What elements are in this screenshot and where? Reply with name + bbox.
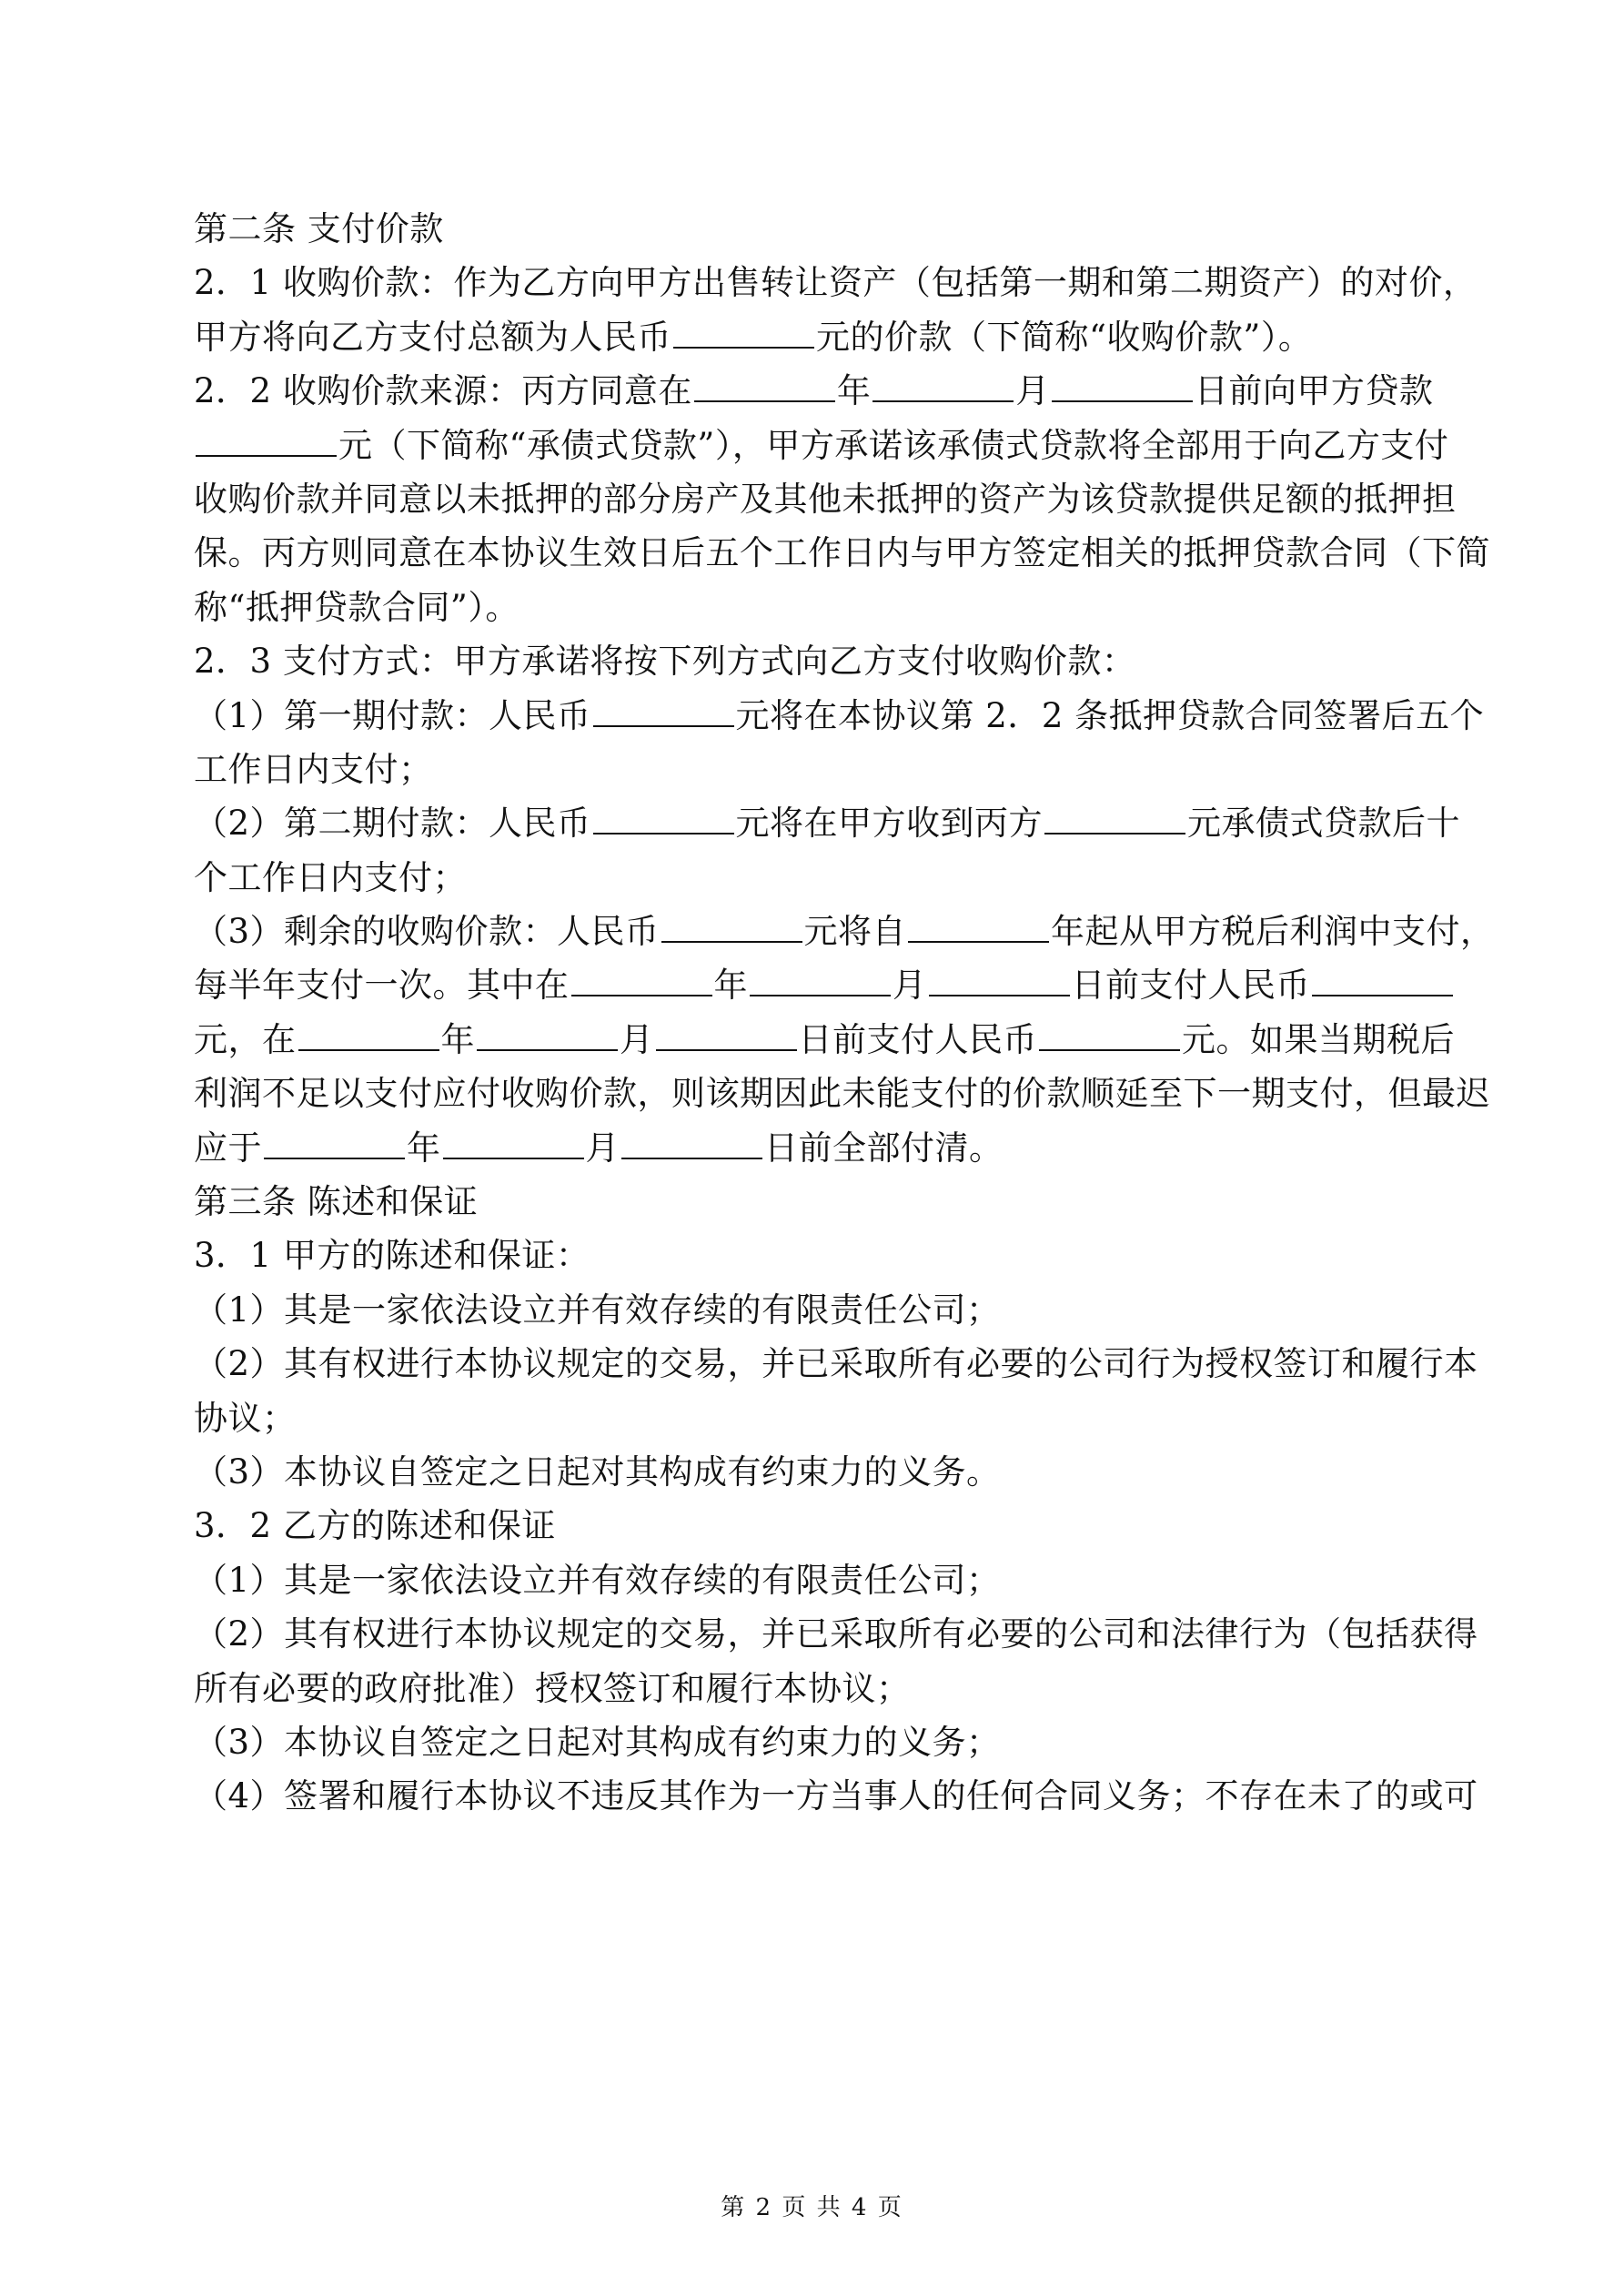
- fill-in-blank: [477, 1048, 618, 1051]
- line-text: 年: [836, 371, 872, 411]
- line-text: （3）剩余的收购价款：人民币: [194, 912, 660, 952]
- text-line-clause-3-2: [194, 1499, 1442, 1553]
- line-text: 应于: [194, 1128, 262, 1168]
- line-text: （3）本协议自签定之日起对其构成有约束力的义务；: [194, 1722, 1001, 1762]
- fill-in-blank: [593, 724, 734, 727]
- fill-in-blank: [1312, 994, 1453, 996]
- line-text: （4）签署和履行本协议不违反其作为一方当事人的任何合同义务；不存在未了的或可: [194, 1776, 1478, 1816]
- fill-in-blank: [694, 400, 835, 402]
- line-text: 协议；: [194, 1398, 297, 1438]
- text-line-clause-2-2-e: [194, 581, 1442, 634]
- line-text: 3．1 甲方的陈述和保证：: [194, 1236, 590, 1276]
- text-line-payment-3-d: [194, 1067, 1490, 1120]
- text-line-clause-2-2-a: [194, 364, 1442, 418]
- text-line-payment-2-a: [194, 796, 1461, 850]
- fill-in-blank: [1039, 1048, 1180, 1051]
- text-line-payment-3-a: [194, 905, 1495, 958]
- text-line-payment-2-b: [194, 851, 1442, 905]
- line-text: 元。如果当期税后: [1182, 1019, 1455, 1059]
- line-text: （1）其是一家依法设立并有效存续的有限责任公司；: [194, 1290, 1001, 1330]
- text-line-rep-b-1: [194, 1553, 1442, 1607]
- fill-in-blank: [621, 1157, 762, 1159]
- text-line-clause-3-1: [194, 1229, 1442, 1282]
- line-text: 日前全部付清。: [764, 1128, 1004, 1168]
- line-text: 年: [440, 1019, 475, 1059]
- line-text: 月: [1015, 371, 1050, 411]
- document-page: [194, 202, 1495, 1824]
- text-line-clause-2-3: [194, 634, 1442, 688]
- line-text: 保。丙方则同意在本协议生效日后五个工作日内与甲方签定相关的抵押贷款合同（下简: [194, 533, 1490, 573]
- line-text: 利润不足以支付应付收购价款，则该期因此未能支付的价款顺延至下一期支付，但最迟: [194, 1074, 1490, 1114]
- fill-in-blank: [908, 940, 1049, 943]
- line-text: 月: [620, 1019, 654, 1059]
- text-line-heading-article-3: [194, 1175, 1442, 1229]
- fill-in-blank: [656, 1048, 797, 1051]
- line-text: 收购价款并同意以未抵押的部分房产及其他未抵押的资产为该贷款提供足额的抵押担: [194, 479, 1457, 519]
- fill-in-blank: [593, 832, 734, 834]
- fill-in-blank: [661, 940, 802, 943]
- line-text: 2．2 收购价款来源：丙方同意在: [194, 371, 692, 411]
- text-line-clause-2-2-d: [194, 526, 1490, 580]
- fill-in-blank: [571, 994, 712, 996]
- text-line-clause-2-2-c: [194, 472, 1457, 526]
- text-line-rep-b-4: [194, 1769, 1478, 1823]
- line-text: 日前向甲方贷款: [1194, 371, 1434, 411]
- fill-in-blank: [673, 346, 814, 349]
- text-line-rep-b-3: [194, 1715, 1442, 1769]
- text-line-clause-2-2-b: [194, 419, 1449, 472]
- text-line-rep-a-2-b: [194, 1391, 1442, 1445]
- line-text: 年起从甲方税后利润中支付，: [1051, 912, 1495, 952]
- line-text: 年: [713, 966, 748, 1006]
- line-text: 月: [893, 966, 927, 1006]
- text-line-payment-3-c: [194, 1013, 1455, 1067]
- text-line-payment-3-e: [194, 1121, 1442, 1175]
- line-text: 2．1 收购价款：作为乙方向甲方出售转让资产（包括第一期和第二期资产）的对价，: [194, 263, 1478, 303]
- fill-in-blank: [929, 994, 1070, 996]
- line-text: 日前支付人民币: [1071, 966, 1310, 1006]
- fill-in-blank: [873, 400, 1014, 402]
- text-line-rep-b-2-a: [194, 1607, 1478, 1661]
- line-text: （3）本协议自签定之日起对其构成有约束力的义务。: [194, 1451, 1001, 1492]
- text-line-clause-2-1-a: [194, 256, 1478, 309]
- line-text: 每半年支付一次。其中在: [194, 966, 570, 1006]
- fill-in-blank: [196, 454, 337, 457]
- line-text: （2）第二期付款：人民币: [194, 804, 591, 844]
- fill-in-blank: [264, 1157, 405, 1159]
- line-text: 元将自: [803, 912, 907, 952]
- line-text: 月: [585, 1128, 620, 1168]
- line-text: （1）第一期付款：人民币: [194, 695, 591, 735]
- text-line-payment-1-a: [194, 689, 1485, 743]
- fill-in-blank: [1052, 400, 1193, 402]
- line-text: 称“抵押贷款合同”）。: [194, 587, 519, 627]
- line-text: 2．3 支付方式：甲方承诺将按下列方式向乙方支付收购价款：: [194, 642, 1136, 682]
- line-text: 甲方将向乙方支付总额为人民币: [194, 317, 671, 357]
- page-footer: 第 2 页 共 4 页: [721, 2194, 903, 2221]
- text-line-rep-a-2-a: [194, 1337, 1478, 1391]
- text-line-rep-a-1: [194, 1283, 1442, 1337]
- line-text: 3．2 乙方的陈述和保证: [194, 1506, 556, 1546]
- text-line-clause-2-1-b: [194, 310, 1442, 364]
- line-text: 工作日内支付；: [194, 749, 433, 789]
- text-line-heading-article-2: [194, 202, 1442, 256]
- line-text: 元将在甲方收到丙方: [735, 804, 1044, 844]
- line-text: 元将在本协议第 2．2 条抵押贷款合同签署后五个: [735, 695, 1485, 735]
- text-line-rep-b-2-b: [194, 1662, 1442, 1715]
- line-text: 年: [407, 1128, 441, 1168]
- line-text: 日前支付人民币: [798, 1019, 1037, 1059]
- text-line-payment-3-b: [194, 958, 1442, 1012]
- line-text: 元（下简称“承债式贷款”），甲方承诺该承债式贷款将全部用于向乙方支付: [338, 425, 1449, 465]
- fill-in-blank: [298, 1048, 439, 1051]
- fill-in-blank: [443, 1157, 584, 1159]
- line-text: （2）其有权进行本协议规定的交易，并已采取所有必要的公司行为授权签订和履行本: [194, 1344, 1478, 1384]
- text-line-rep-a-3: [194, 1445, 1442, 1499]
- line-text: （2）其有权进行本协议规定的交易，并已采取所有必要的公司和法律行为（包括获得: [194, 1614, 1478, 1654]
- line-text: 第三条 陈述和保证: [194, 1182, 479, 1222]
- text-line-payment-1-b: [194, 743, 1442, 796]
- line-text: 个工作日内支付；: [194, 857, 467, 897]
- line-text: 元，在: [194, 1019, 297, 1059]
- line-text: 元的价款（下简称“收购价款”）。: [816, 317, 1313, 357]
- fill-in-blank: [750, 994, 891, 996]
- fill-in-blank: [1044, 832, 1185, 834]
- line-text: 第二条 支付价款: [194, 209, 444, 248]
- line-text: 元承债式贷款后十: [1187, 804, 1461, 844]
- line-text: 所有必要的政府批准）授权签订和履行本协议；: [194, 1668, 911, 1708]
- line-text: （1）其是一家依法设立并有效存续的有限责任公司；: [194, 1560, 1001, 1600]
